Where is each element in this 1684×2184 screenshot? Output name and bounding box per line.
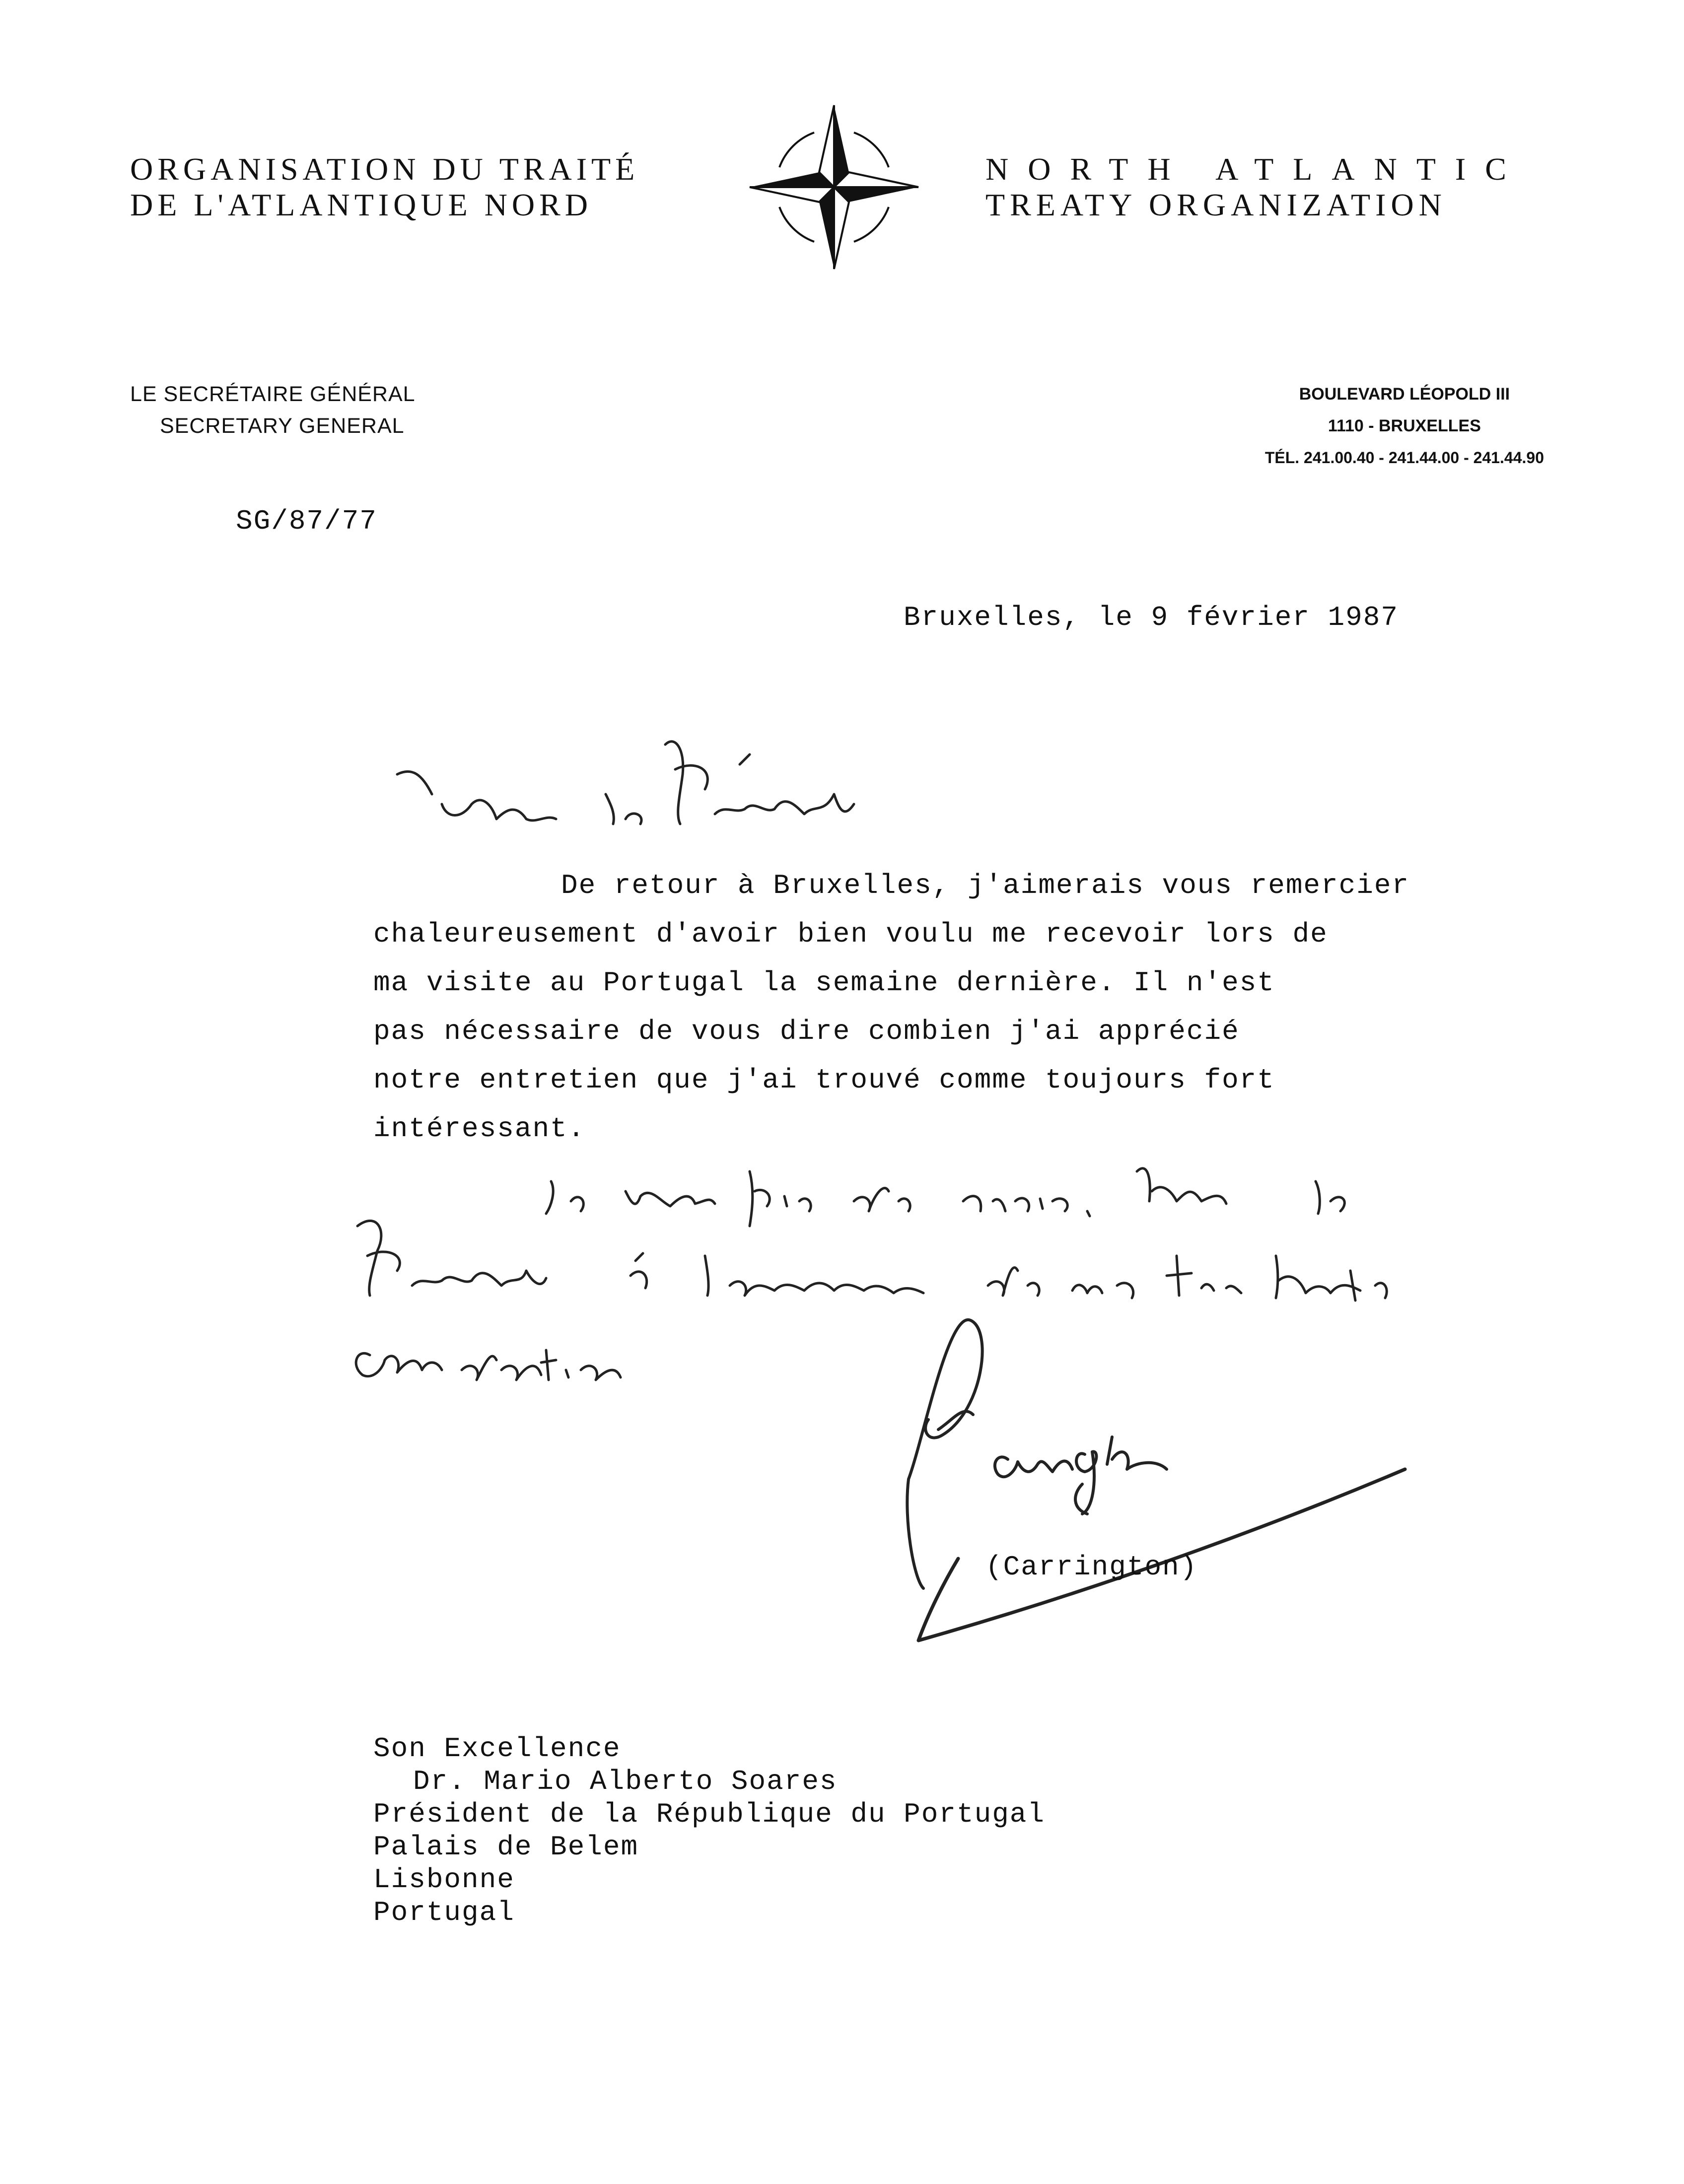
body-line: De retour à Bruxelles, j'aimerais vous remercier [561, 870, 1410, 901]
address-street: BOULEVARD LÉOPOLD III [1299, 385, 1510, 404]
office-title-english: SECRETARY GENERAL [160, 414, 405, 438]
signature [907, 1320, 1167, 1588]
recipient-line: Dr. Mario Alberto Soares [413, 1766, 838, 1797]
body-line: chaleureusement d'avoir bien voulu me recevoir lors de [373, 918, 1328, 950]
letter-body [373, 861, 1409, 1153]
address-city: 1110 - BRUXELLES [1328, 416, 1481, 435]
org-en-line1: NORTH ATLANTIC [985, 151, 1526, 187]
handwritten-salutation [397, 742, 854, 824]
handwritten-closing-line1 [546, 1168, 1344, 1226]
body-line: intéressant. [373, 1113, 586, 1145]
body-line: notre entretien que j'ai trouvé comme toujours fort [373, 1064, 1275, 1096]
recipient-line: Portugal [373, 1897, 515, 1928]
reference-number: SG/87/77 [236, 505, 377, 537]
letter-date: Bruxelles, le 9 février 1987 [904, 602, 1399, 633]
org-en-line2: TREATY ORGANIZATION [985, 187, 1447, 222]
address-telephone: TÉL. 241.00.40 - 241.44.00 - 241.44.90 [1264, 449, 1544, 467]
handwritten-closing-line3 [356, 1350, 621, 1380]
office-title-french: LE SECRÉTAIRE GÉNÉRAL [130, 382, 416, 406]
handwritten-closing-line2 [357, 1221, 1387, 1300]
recipient-address [373, 1732, 1045, 1929]
recipient-line: Son Excellence [373, 1733, 621, 1765]
nato-compass-star-icon [740, 102, 928, 280]
body-line: ma visite au Portugal la semaine dernière. Il n'est [373, 967, 1275, 999]
recipient-line: Lisbonne [373, 1864, 515, 1896]
office-address [1265, 378, 1544, 474]
recipient-line: Palais de Belem [373, 1831, 639, 1863]
body-line: pas nécessaire de vous dire combien j'ai apprécié [373, 1016, 1240, 1047]
org-fr-line2: DE L'ATLANTIQUE NORD [130, 187, 592, 222]
organization-name-french [130, 151, 639, 223]
signatory-name: (Carrington) [985, 1551, 1198, 1583]
org-fr-line1: ORGANISATION DU TRAITÉ [130, 151, 639, 187]
organization-name-english [985, 151, 1526, 223]
office-title [130, 378, 416, 442]
recipient-line: Président de la République du Portugal [373, 1798, 1046, 1830]
